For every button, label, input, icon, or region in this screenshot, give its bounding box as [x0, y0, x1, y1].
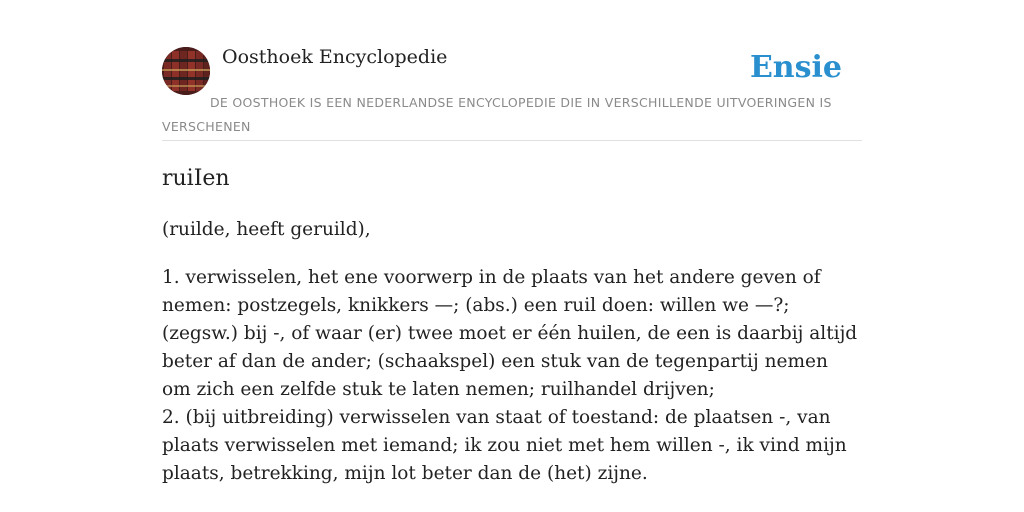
- entry-definitions: [162, 264, 862, 488]
- definition-2: 2. (bij uitbreiding) verwisselen van staat of toestand: de plaatsen -, van plaats verwisselen met iemand; ik zou niet met hem willen -, ik vind mijn plaats, betrekking, mijn lot beter dan de (het) zijne.: [162, 407, 847, 484]
- source-header: [162, 44, 862, 141]
- entry-title: ruiIen: [162, 166, 230, 191]
- entry-inflection: (ruilde, heeft geruild),: [162, 219, 371, 240]
- encyclopedia-books-icon[interactable]: [162, 47, 210, 95]
- entry-content: [162, 162, 862, 488]
- definition-1: 1. verwisselen, het ene voorwerp in de plaats van het andere geven of nemen: postzegels, knikkers —; (abs.) een ruil doen: willen we —?; (zegsw.) bij -, of waar (er) twee moet er één huilen, de een is daarbij altijd beter af dan de ander; (schaakspel) een stuk van de tegenpartij nemen om zich een zelfde stuk te laten nemen; ruilhandel drijven;: [162, 267, 858, 400]
- source-description: DE OOSTHOEK IS EEN NEDERLANDSE ENCYCLOPEDIE DIE IN VERSCHILLENDE UITVOERINGEN IS VERSCHENEN: [162, 95, 832, 134]
- ensie-logo[interactable]: Ensie: [749, 50, 842, 85]
- source-title[interactable]: Oosthoek Encyclopedie: [222, 46, 448, 68]
